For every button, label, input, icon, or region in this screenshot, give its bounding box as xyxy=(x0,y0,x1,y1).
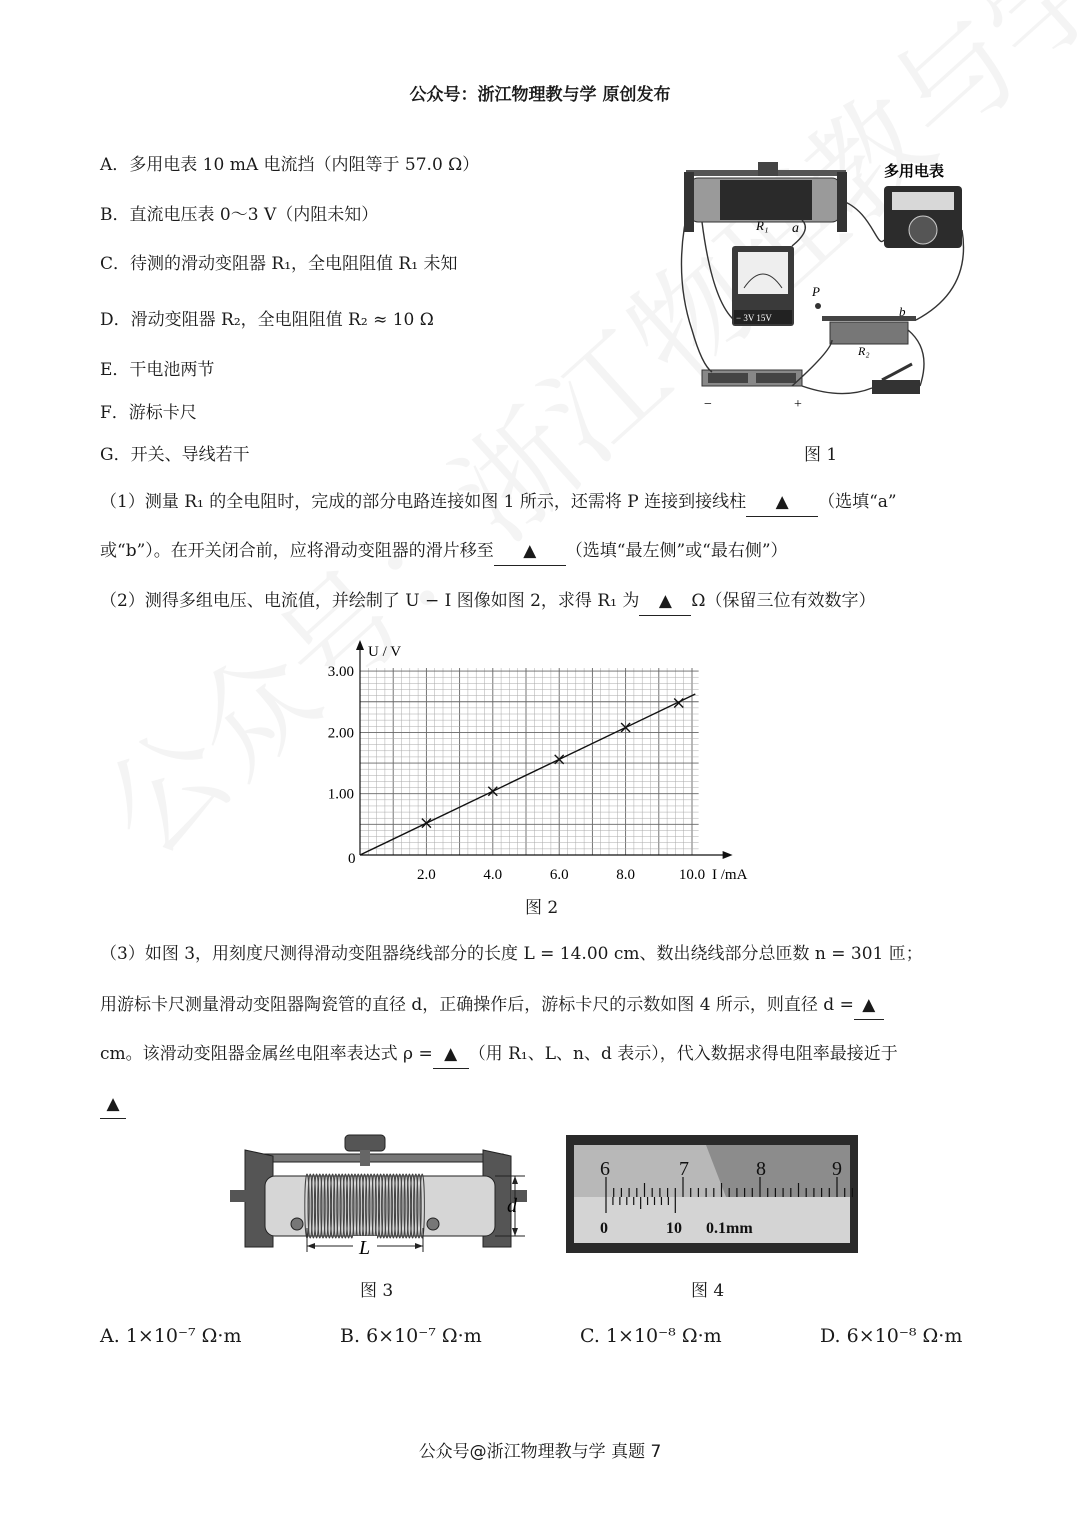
chart-axes xyxy=(356,640,748,880)
question-3-line4 xyxy=(100,1090,980,1119)
x-tick-label: 6.0 xyxy=(549,867,569,880)
x-tick-label: 2.0 xyxy=(417,867,436,880)
question-3-line2: 用游标卡尺测量滑动变阻器陶瓷管的直径 d，正确操作后，游标卡尺的示数如图 4 所示，则直径 d = ▲ xyxy=(100,991,1000,1020)
equipment-item: D．滑动变阻器 R₂，全电阻阻值 R₂ ≈ 10 Ω xyxy=(100,310,434,330)
equipment-item: G．开关、导线若干 xyxy=(100,445,250,465)
origin-label: 0 xyxy=(348,851,356,867)
page-header: 公众号：浙江物理教与学 原创发布 xyxy=(409,85,671,105)
answer-blank[interactable]: ▲ xyxy=(854,991,884,1020)
equipment-item: C．待测的滑动变阻器 R₁，全电阻阻值 R₁ 未知 xyxy=(100,254,458,274)
rheostat-r2-icon xyxy=(822,316,916,344)
main-scale-6: 6 xyxy=(600,1158,610,1180)
page-footer: 公众号@浙江物理教与学 真题 7 xyxy=(418,1442,662,1462)
label-plus: + xyxy=(794,397,802,412)
x-axis-label: I /mA xyxy=(712,867,748,880)
answer-blank[interactable]: ▲ xyxy=(100,1090,126,1119)
fit-line xyxy=(360,694,695,855)
main-scale-9: 9 xyxy=(832,1158,842,1180)
x-axis-arrow xyxy=(723,851,733,859)
answer-blank[interactable]: ▲ xyxy=(639,587,691,616)
figure-4-vernier xyxy=(566,1135,858,1253)
figure-2-chart xyxy=(320,630,780,880)
main-scale-8: 8 xyxy=(756,1158,766,1180)
label-l: L xyxy=(359,1237,371,1259)
figure-3-rheostat xyxy=(225,1132,540,1267)
choice-d[interactable]: D. 6×10⁻⁸ Ω·m xyxy=(820,1325,963,1347)
figure-1-circuit xyxy=(672,150,992,415)
label-b: b xyxy=(899,304,906,319)
label-d: d xyxy=(507,1195,517,1217)
x-tick-label: 8.0 xyxy=(616,867,635,880)
label-r2: R₂ xyxy=(858,344,870,358)
chart-grid xyxy=(360,668,699,855)
choice-b[interactable]: B. 6×10⁻⁷ Ω·m xyxy=(340,1325,482,1347)
label-multimeter: 多用电表 xyxy=(884,164,945,180)
y-axis-arrow xyxy=(356,640,364,650)
question-3-line3: cm。该滑动变阻器金属丝电阻率表达式 ρ = ▲ （用 R₁、L、n、d 表示），代入数据求得电阻率最接近于 xyxy=(100,1040,1000,1069)
label-p: P xyxy=(812,284,820,299)
equipment-item: B．直流电压表 0～3 V（内阻未知） xyxy=(100,205,379,225)
y-axis-label: U / V xyxy=(368,644,402,661)
question-1: （1）测量 R₁ 的全电阻时，完成的部分电路连接如图 1 所示，还需将 P 连接到接线柱 ▲ （选填“a” xyxy=(100,488,1000,517)
y-tick-label: 1.00 xyxy=(327,786,354,803)
figure-4-caption: 图 4 xyxy=(691,1281,725,1301)
label-volt-terminals: − 3V 15V xyxy=(736,313,772,323)
label-r1: R₁ xyxy=(756,218,769,233)
vernier-label-10: 10 xyxy=(666,1220,682,1237)
figure-3-caption: 图 3 xyxy=(360,1281,394,1301)
answer-blank[interactable]: ▲ xyxy=(746,488,818,517)
vernier-label-0: 0 xyxy=(600,1220,608,1237)
switch-icon xyxy=(872,364,920,394)
vernier-precision: 0.1mm xyxy=(706,1220,753,1237)
answer-blank[interactable]: ▲ xyxy=(494,537,566,566)
x-tick-label: 4.0 xyxy=(483,867,503,880)
chart-ticks xyxy=(328,664,705,880)
multimeter-icon xyxy=(884,186,962,248)
question-2: （2）测得多组电压、电流值，并绘制了 U − I 图像如图 2，求得 R₁ 为 ▲ Ω（保留三位有效数字） xyxy=(100,587,1000,616)
equipment-item: E．干电池两节 xyxy=(100,360,215,380)
figure-1-caption: 图 1 xyxy=(804,445,838,465)
y-tick-label: 2.00 xyxy=(327,725,354,742)
answer-blank[interactable]: ▲ xyxy=(433,1040,469,1069)
chart-points xyxy=(360,694,695,855)
main-scale-7: 7 xyxy=(679,1158,689,1180)
choice-a[interactable]: A. 1×10⁻⁷ Ω·m xyxy=(100,1325,242,1347)
label-minus: − xyxy=(704,397,712,412)
x-tick-label: 10.0 xyxy=(678,867,706,880)
choice-c[interactable]: C. 1×10⁻⁸ Ω·m xyxy=(580,1325,722,1347)
label-a: a xyxy=(792,221,799,236)
equipment-item: A．多用电表 10 mA 电流挡（内阻等于 57.0 Ω） xyxy=(100,155,480,175)
equipment-item: F．游标卡尺 xyxy=(100,403,197,423)
question-3: （3）如图 3，用刻度尺测得滑动变阻器绕线部分的长度 L = 14.00 cm、数出绕线部分总匝数 n = 301 匝； xyxy=(100,944,923,964)
question-1-cont: 或“b”）。在开关闭合前，应将滑动变阻器的滑片移至 ▲ （选填“最左侧”或“最右侧”） xyxy=(100,537,1000,566)
figure-2-caption: 图 2 xyxy=(525,898,559,918)
y-tick-label: 3.00 xyxy=(327,664,354,681)
battery-icon xyxy=(702,370,802,386)
